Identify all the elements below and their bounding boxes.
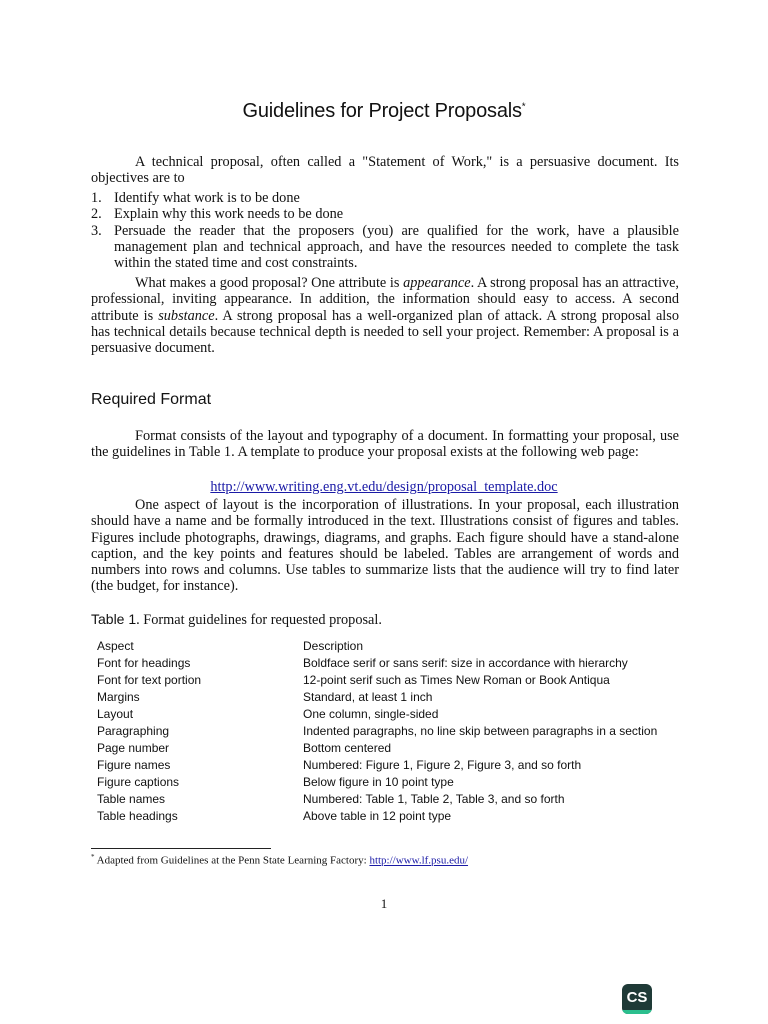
table-row	[91, 756, 657, 773]
description-cell: Standard, at least 1 inch	[303, 689, 433, 704]
table-caption: Table 1. Format guidelines for requested proposal.	[91, 611, 382, 628]
template-link-line	[0, 479, 768, 496]
table-row	[91, 739, 657, 756]
table-row	[91, 705, 657, 722]
good-proposal-paragraph: What makes a good proposal? One attribute is appearance. A strong proposal has an attractive, professional, inviting appearance. In addition, the information should easy to access. A second attribute is substance. A strong proposal has a well-organized plan of attack. A strong proposal also has technical details because technical depth is needed to sell your project. Remember: A proposal is a persuasive document.	[91, 275, 679, 357]
aspect-cell: Paragraphing	[97, 723, 170, 738]
section-heading: Required Format	[91, 391, 212, 408]
list-item: 2. Explain why this work needs to be done	[91, 206, 344, 223]
description-cell: Numbered: Table 1, Table 2, Table 3, and so forth	[303, 791, 565, 806]
description-cell: Numbered: Figure 1, Figure 2, Figure 3, and so forth	[303, 757, 582, 772]
description-cell: 12-point serif such as Times New Roman or Book Antiqua	[303, 672, 610, 687]
description-cell: Below figure in 10 point type	[303, 774, 454, 789]
table-row	[91, 654, 657, 671]
aspect-cell: Table headings	[97, 808, 178, 823]
description-cell: Indented paragraphs, no line skip between paragraphs in a section	[303, 723, 658, 738]
page-title: Guidelines for Project Proposals*	[242, 100, 526, 122]
layout-paragraph: One aspect of layout is the incorporation of illustrations. In your proposal, each illustration should have a name and be formally introduced in the text. Illustrations consist of figures and tables. Figures include photographs, drawings, diagrams, and graphs. Each figure should have a stand-alone caption, and the key points and features should be labeled. Tables are arrangement of words and numbers into rows and columns. Use tables to summarize lists that the audience will try to find later (the budget, for instance).	[91, 497, 679, 595]
aspect-cell: Margins	[97, 689, 140, 704]
table-row	[91, 790, 657, 807]
footnote: * Adapted from Guidelines at the Penn State Learning Factory: http://www.lf.psu.edu/	[91, 853, 469, 867]
footnote-divider	[91, 848, 271, 849]
description-cell: One column, single-sided	[303, 706, 439, 721]
footnote-link[interactable]: http://www.lf.psu.edu/	[369, 854, 469, 867]
list-item: 1. Identify what work is to be done	[91, 190, 300, 206]
objectives-list	[91, 190, 679, 271]
table-row	[91, 671, 657, 688]
aspect-cell: Figure captions	[97, 774, 180, 789]
aspect-cell: Font for text portion	[97, 672, 202, 687]
table-header-row	[91, 637, 657, 654]
intro-paragraph: A technical proposal, often called a "Statement of Work," is a persuasive document. Its objectives are to	[91, 154, 679, 187]
table-row	[91, 722, 657, 739]
badge-stripe	[622, 1010, 652, 1014]
aspect-cell: Layout	[97, 706, 134, 721]
template-link[interactable]: http://www.writing.eng.vt.edu/design/proposal_template.doc	[210, 479, 558, 495]
table-row	[91, 773, 657, 790]
aspect-cell: Table names	[97, 791, 166, 806]
title-footnote-mark: *	[521, 101, 526, 113]
column-header-description: Description	[303, 638, 364, 653]
description-cell: Above table in 12 point type	[303, 808, 452, 823]
format-paragraph: Format consists of the layout and typography of a document. In formatting your proposal, use the guidelines in Table 1. A template to produce your proposal exists at the following web page:	[91, 428, 679, 461]
aspect-cell: Figure names	[97, 757, 171, 772]
page-number: 1	[380, 896, 388, 911]
table-row	[91, 688, 657, 705]
description-cell: Boldface serif or sans serif: size in accordance with hierarchy	[303, 655, 628, 670]
format-table	[91, 637, 657, 824]
table-row	[91, 807, 657, 824]
aspect-cell: Page number	[97, 740, 170, 755]
camscanner-badge-icon: CS	[622, 984, 652, 1014]
aspect-cell: Font for headings	[97, 655, 191, 670]
column-header-aspect: Aspect	[97, 638, 134, 653]
description-cell: Bottom centered	[303, 740, 392, 755]
list-item: 3. Persuade the reader that the proposers (you) are qualified for the work, have a plausible management plan and technical approach, and have the resources needed to complete the task within the stated time and cost constraints.	[91, 222, 679, 272]
